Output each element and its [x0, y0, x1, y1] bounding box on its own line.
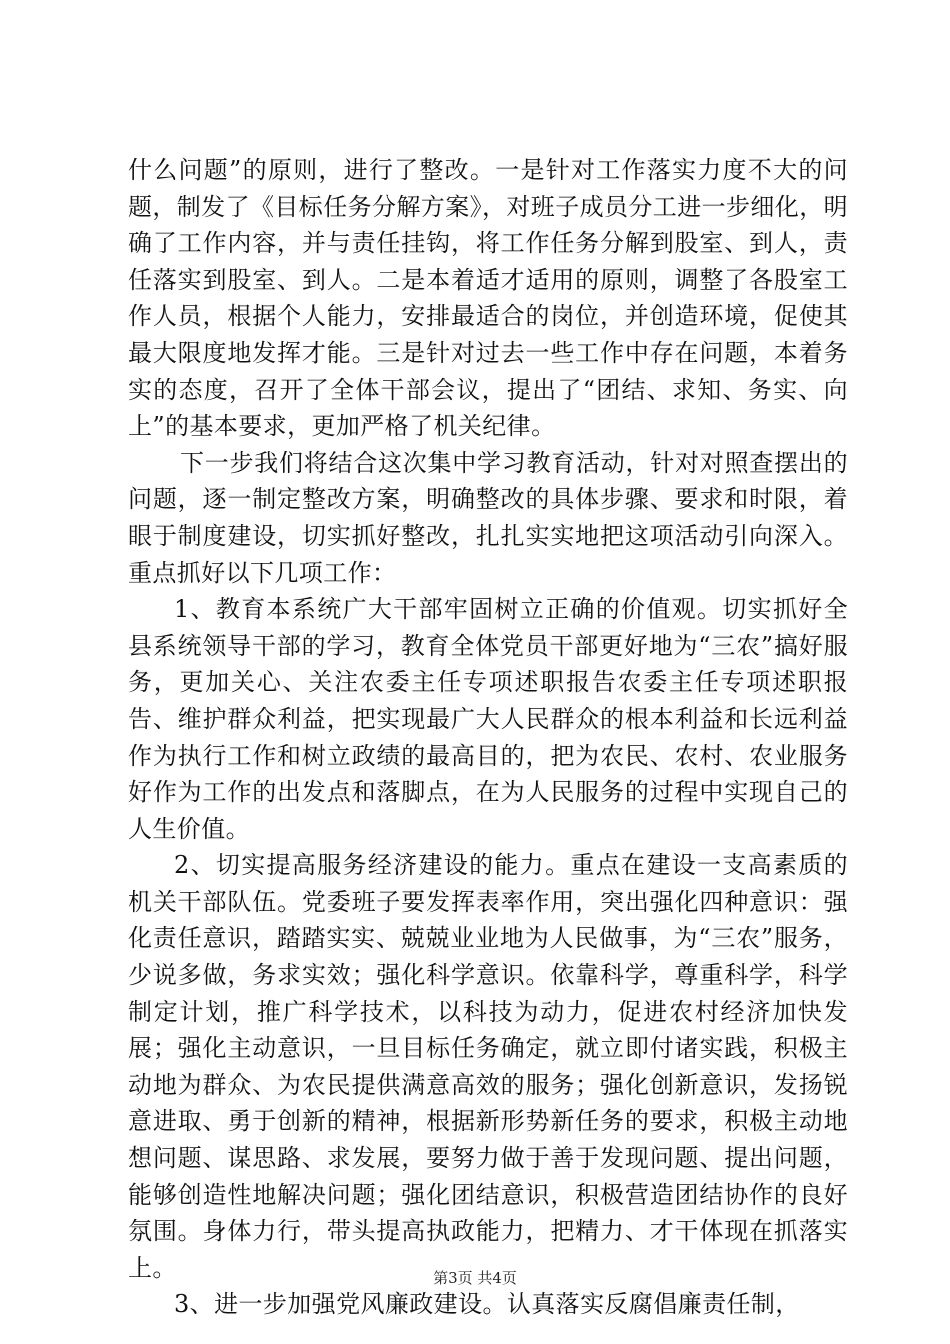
body-text — [128, 152, 848, 1323]
paragraph-item-1: 1、教育本系统广大干部牢固树立正确的价值观。切实抓好全县系统领导干部的学习，教育全体党员干部更好地为“三农”搞好服务，更加关心、关注农委主任专项述职报告农委主任专项述职报告、维护群众利益，把实现最广大人民群众的根本利益和长远利益作为执行工作和树立政绩的最高目的，把为农民、农村、农业服务好作为工作的出发点和落脚点，在为人民服务的过程中实现自己的人生价值。 — [128, 595, 848, 843]
paragraph-item-2: 2、切实提高服务经济建设的能力。重点在建设一支高素质的机关干部队伍。党委班子要发挥表率作用，突出强化四种意识：强化责任意识，踏踏实实、兢兢业业地为人民做事，为“三农”服务，少说多做，务求实效；强化科学意识。依靠科学，尊重科学，科学制定计划，推广科学技术，以科技为动力，促进农村经济加快发展；强化主动意识，一旦目标任务确定，就立即付诸实践，积极主动地为群众、为农民提供满意高效的服务；强化创新意识，发扬锐意进取、勇于创新的精神，根据新形势新任务的要求，积极主动地想问题、谋思路、求发展，要努力做于善于发现问题、提出问题，能够创造性地解决问题；强化团结意识，积极营造团结协作的良好氛围。身体力行，带头提高执政能力，把精力、才干体现在抓落实上。 — [128, 851, 848, 1282]
page-number-footer: 第3页 共4页 — [433, 1269, 517, 1287]
paragraph-item-3: 3、进一步加强党风廉政建设。认真落实反腐倡廉责任制， — [174, 1290, 800, 1319]
paragraph-next-steps: 下一步我们将结合这次集中学习教育活动，针对对照查摆出的问题，逐一制定整改方案，明确整改的具体步骤、要求和时限，着眼于制度建设，切实抓好整改，扎扎实实地把这项活动引向深入。重点抓好以下几项工作： — [128, 448, 848, 587]
paragraph-rectification: 什么问题”的原则，进行了整改。一是针对工作落实力度不大的问题，制发了《目标任务分解方案》，对班子成员分工进一步细化，明确了工作内容，并与责任挂钩，将工作任务分解到股室、到人，责任落实到股室、到人。二是本着适才适用的原则，调整了各股室工作人员，根据个人能力，安排最适合的岗位，并创造环境，促使其最大限度地发挥才能。三是针对过去一些工作中存在问题，本着务实的态度，召开了全体干部会议，提出了“团结、求知、务实、向上”的基本要求，更加严格了机关纪律。 — [128, 156, 848, 441]
